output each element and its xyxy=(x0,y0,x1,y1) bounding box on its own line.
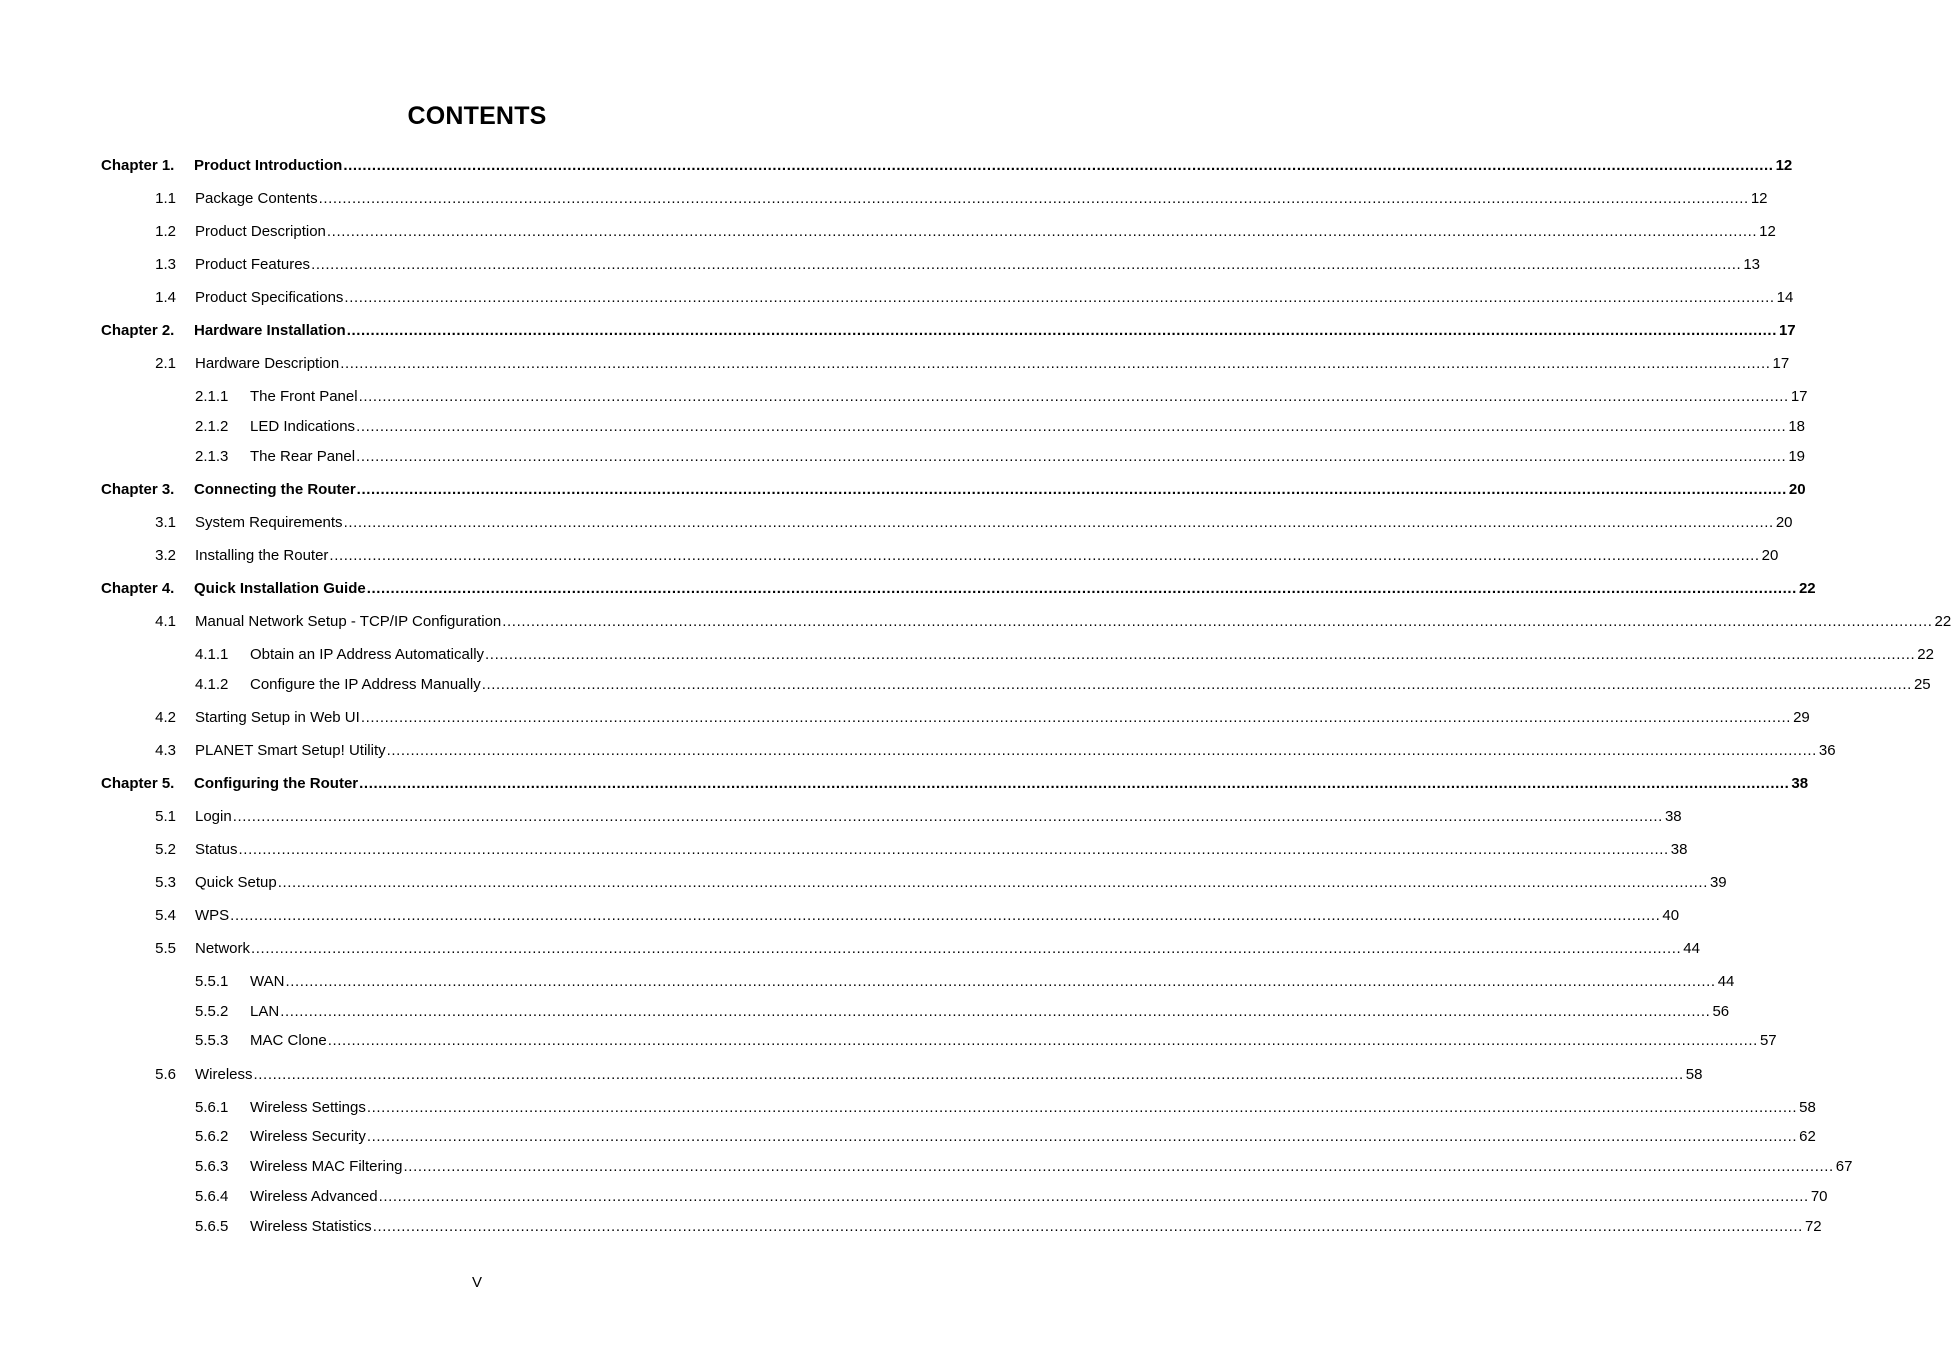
toc-entry-number: Chapter 3. xyxy=(101,481,175,498)
toc-dot-leader: ............................................................................................................................................................................................................................................................................................................ xyxy=(251,940,1682,957)
toc-entry-label: Package Contents xyxy=(195,190,318,207)
toc-dot-leader: ............................................................................................................................................................................................................................................................................................................ xyxy=(386,742,1817,759)
toc-entry-number: 1.3 xyxy=(155,256,176,273)
toc-entry-subsection[interactable] xyxy=(195,1128,1816,1146)
toc-entry-page: 18 xyxy=(1788,418,1805,435)
toc-entry-section[interactable] xyxy=(140,1066,1703,1084)
toc-entry-number: 5.6.4 xyxy=(195,1188,229,1205)
toc-entry-page: 36 xyxy=(1818,742,1836,759)
toc-entry-number: 4.1 xyxy=(155,613,176,630)
toc-entry-number: 2.1.1 xyxy=(195,388,229,405)
toc-dot-leader: ............................................................................................................................................................................................................................................................................................................ xyxy=(502,613,1933,630)
toc-entry-section[interactable] xyxy=(140,256,1760,274)
toc-entry-label: The Front Panel xyxy=(250,388,358,405)
toc-entry-label: Hardware Description xyxy=(195,355,340,372)
toc-entry-section[interactable] xyxy=(140,709,1810,727)
toc-entry-label: Configure the IP Address Manually xyxy=(250,676,481,693)
toc-entry-section[interactable] xyxy=(140,547,1779,565)
toc-entry-page: 67 xyxy=(1835,1158,1853,1175)
toc-entry-label: Connecting the Router xyxy=(194,481,356,498)
toc-entry-label: Wireless Statistics xyxy=(250,1218,372,1235)
toc-entry-label: Login xyxy=(195,808,232,825)
toc-entry-label: Configuring the Router xyxy=(194,775,359,792)
toc-entry-page: 17 xyxy=(1772,355,1790,372)
toc-dot-leader: ............................................................................................................................................................................................................................................................................................................ xyxy=(366,580,1797,597)
toc-entry-number: 5.6.5 xyxy=(195,1218,229,1235)
toc-dot-leader: ............................................................................................................................................................................................................................................................................................................ xyxy=(356,481,1787,498)
toc-entry-number: 5.6 xyxy=(155,1066,176,1083)
toc-entry-number: 5.4 xyxy=(155,907,176,924)
toc-entry-label: Network xyxy=(195,940,251,957)
toc-entry-page: 38 xyxy=(1670,841,1688,858)
toc-entry-page: 22 xyxy=(1934,613,1951,630)
toc-dot-leader: ............................................................................................................................................................................................................................................................................................................ xyxy=(340,355,1771,372)
toc-entry-subsection[interactable] xyxy=(195,1032,1777,1050)
toc-entry-number: Chapter 2. xyxy=(101,322,175,339)
toc-entry-number: 3.2 xyxy=(155,547,176,564)
toc-dot-leader: ............................................................................................................................................................................................................................................................................................................ xyxy=(318,190,1749,207)
toc-entry-number: 4.3 xyxy=(155,742,176,759)
toc-entry-label: System Requirements xyxy=(195,514,343,531)
toc-dot-leader: ............................................................................................................................................................................................................................................................................................................ xyxy=(356,448,1787,465)
toc-dot-leader: ............................................................................................................................................................................................................................................................................................................ xyxy=(285,973,1716,990)
toc-dot-leader: ............................................................................................................................................................................................................................................................................................................ xyxy=(327,1032,1758,1049)
toc-entry-label: MAC Clone xyxy=(250,1032,327,1049)
toc-dot-leader: ............................................................................................................................................................................................................................................................................................................ xyxy=(356,418,1787,435)
toc-dot-leader: ............................................................................................................................................................................................................................................................................................................ xyxy=(346,322,1777,339)
toc-entry-page: 70 xyxy=(1810,1188,1828,1205)
toc-entry-subsection[interactable] xyxy=(195,676,1931,694)
toc-entry-page: 39 xyxy=(1709,874,1727,891)
toc-dot-leader: ............................................................................................................................................................................................................................................................................................................ xyxy=(326,223,1758,240)
toc-entry-page: 13 xyxy=(1743,256,1760,273)
toc-entry-label: Wireless MAC Filtering xyxy=(250,1158,403,1175)
toc-entry-label: Manual Network Setup - TCP/IP Configuration xyxy=(195,613,502,630)
toc-entry-subsection[interactable] xyxy=(195,1003,1730,1021)
toc-entry-subsection[interactable] xyxy=(195,1158,1853,1176)
toc-entry-label: Installing the Router xyxy=(195,547,329,564)
toc-entry-chapter[interactable] xyxy=(101,322,1796,340)
toc-entry-number: 5.6.3 xyxy=(195,1158,229,1175)
toc-entry-label: Wireless Advanced xyxy=(250,1188,378,1205)
toc-entry-label: LED Indications xyxy=(250,418,356,435)
toc-entry-number: 2.1.2 xyxy=(195,418,229,435)
toc-entry-subsection[interactable] xyxy=(195,973,1735,991)
toc-entry-page: 44 xyxy=(1683,940,1700,957)
toc-entry-number: Chapter 5. xyxy=(101,775,175,792)
toc-entry-section[interactable] xyxy=(140,190,1768,208)
toc-entry-number: 1.1 xyxy=(155,190,176,207)
toc-entry-page: 57 xyxy=(1759,1032,1777,1049)
toc-entry-number: 5.1 xyxy=(155,808,176,825)
toc-entry-page: 20 xyxy=(1761,547,1779,564)
toc-entry-chapter[interactable] xyxy=(101,775,1809,793)
toc-entry-page: 58 xyxy=(1799,1099,1816,1116)
toc-entry-subsection[interactable] xyxy=(195,388,1808,406)
toc-entry-subsection[interactable] xyxy=(195,646,1934,664)
toc-entry-label: Product Features xyxy=(195,256,311,273)
page-number: V xyxy=(471,1274,482,1291)
toc-entry-label: Wireless Settings xyxy=(250,1099,366,1116)
toc-entry-number: 5.5.3 xyxy=(195,1032,229,1049)
toc-dot-leader: ............................................................................................................................................................................................................................................................................................................ xyxy=(343,514,1774,531)
toc-entry-section[interactable] xyxy=(140,742,1836,760)
toc-entry-label: Product Specifications xyxy=(195,289,344,306)
toc-entry-section[interactable] xyxy=(140,841,1688,859)
toc-entry-label: LAN xyxy=(250,1003,280,1020)
toc-dot-leader: ............................................................................................................................................................................................................................................................................................................ xyxy=(329,547,1760,564)
toc-entry-page: 20 xyxy=(1775,514,1793,531)
toc-entry-page: 62 xyxy=(1799,1128,1816,1145)
toc-entry-number: 4.2 xyxy=(155,709,176,726)
toc-dot-leader: ............................................................................................................................................................................................................................................................................................................ xyxy=(230,907,1661,924)
toc-dot-leader: ............................................................................................................................................................................................................................................................................................................ xyxy=(360,709,1792,726)
toc-entry-page: 44 xyxy=(1717,973,1735,990)
toc-entry-number: 4.1.2 xyxy=(195,676,229,693)
toc-entry-page: 20 xyxy=(1788,481,1806,498)
toc-dot-leader: ............................................................................................................................................................................................................................................................................................................ xyxy=(485,646,1916,663)
toc-entry-subsection[interactable] xyxy=(195,1099,1816,1117)
toc-dot-leader: ............................................................................................................................................................................................................................................................................................................ xyxy=(481,676,1912,693)
toc-entry-page: 12 xyxy=(1750,190,1768,207)
toc-entry-label: Wireless xyxy=(195,1066,253,1083)
toc-entry-label: WPS xyxy=(195,907,230,924)
toc-entry-number: 5.6.1 xyxy=(195,1099,229,1116)
toc-entry-page: 58 xyxy=(1685,1066,1703,1083)
toc-entry-label: Status xyxy=(195,841,238,858)
toc-dot-leader: ............................................................................................................................................................................................................................................................................................................ xyxy=(372,1218,1803,1235)
toc-entry-page: 56 xyxy=(1712,1003,1730,1020)
toc-entry-page: 17 xyxy=(1790,388,1808,405)
toc-entry-page: 38 xyxy=(1791,775,1809,792)
toc-entry-number: 5.5 xyxy=(155,940,176,957)
toc-entry-page: 12 xyxy=(1759,223,1776,240)
toc-entry-label: Obtain an IP Address Automatically xyxy=(250,646,485,663)
toc-entry-number: 1.2 xyxy=(155,223,176,240)
toc-entry-section[interactable] xyxy=(140,907,1680,925)
toc-entry-page: 22 xyxy=(1798,580,1816,597)
toc-entry-number: Chapter 1. xyxy=(101,157,175,174)
toc-entry-number: 5.3 xyxy=(155,874,176,891)
toc-entry-number: 5.6.2 xyxy=(195,1128,229,1145)
toc-entry-page: 14 xyxy=(1776,289,1794,306)
toc-dot-leader: ............................................................................................................................................................................................................................................................................................................ xyxy=(277,874,1708,891)
toc-entry-label: PLANET Smart Setup! Utility xyxy=(195,742,386,759)
toc-entry-section[interactable] xyxy=(140,808,1682,826)
toc-entry-label: Wireless Security xyxy=(250,1128,366,1145)
toc-entry-section[interactable] xyxy=(140,874,1727,892)
toc-entry-section[interactable] xyxy=(140,289,1794,307)
toc-dot-leader: ............................................................................................................................................................................................................................................................................................................ xyxy=(366,1099,1798,1116)
toc-dot-leader: ............................................................................................................................................................................................................................................................................................................ xyxy=(343,157,1774,174)
toc-entry-chapter[interactable] xyxy=(101,580,1816,598)
toc-entry-subsection[interactable] xyxy=(195,1218,1822,1236)
toc-entry-page: 25 xyxy=(1913,676,1931,693)
toc-entry-number: 5.5.2 xyxy=(195,1003,229,1020)
toc-dot-leader: ............................................................................................................................................................................................................................................................................................................ xyxy=(232,808,1663,825)
toc-entry-number: 3.1 xyxy=(155,514,176,531)
toc-entry-label: Product Description xyxy=(195,223,326,240)
toc-entry-number: 2.1.3 xyxy=(195,448,229,465)
toc-entry-subsection[interactable] xyxy=(195,418,1805,436)
toc-entry-chapter[interactable] xyxy=(101,157,1793,175)
toc-dot-leader: ............................................................................................................................................................................................................................................................................................................ xyxy=(238,841,1669,858)
toc-entry-label: Hardware Installation xyxy=(194,322,346,339)
toc-entry-page: 17 xyxy=(1778,322,1796,339)
toc-title: CONTENTS xyxy=(407,102,547,130)
toc-entry-page: 19 xyxy=(1788,448,1805,465)
toc-entry-label: The Rear Panel xyxy=(250,448,356,465)
toc-entry-label: Starting Setup in Web UI xyxy=(195,709,360,726)
toc-dot-leader: ............................................................................................................................................................................................................................................................................................................ xyxy=(311,256,1742,273)
toc-entry-label: Product Introduction xyxy=(194,157,343,174)
toc-dot-leader: ............................................................................................................................................................................................................................................................................................................ xyxy=(358,388,1789,405)
toc-entry-section[interactable] xyxy=(140,355,1790,373)
toc-entry-page: 40 xyxy=(1662,907,1680,924)
toc-entry-number: 2.1 xyxy=(155,355,176,372)
toc-entry-section[interactable] xyxy=(140,223,1776,241)
toc-entry-label: Quick Setup xyxy=(195,874,277,891)
toc-entry-chapter[interactable] xyxy=(101,481,1806,499)
toc-entry-page: 12 xyxy=(1775,157,1793,174)
toc-dot-leader: ............................................................................................................................................................................................................................................................................................................ xyxy=(359,775,1790,792)
toc-entry-number: 5.2 xyxy=(155,841,176,858)
toc-entry-label: WAN xyxy=(250,973,285,990)
toc-entry-section[interactable] xyxy=(140,940,1700,958)
toc-entry-number: 5.5.1 xyxy=(195,973,229,990)
toc-dot-leader: ............................................................................................................................................................................................................................................................................................................ xyxy=(366,1128,1798,1145)
toc-entry-page: 38 xyxy=(1664,808,1682,825)
toc-entry-number: 1.4 xyxy=(155,289,176,306)
toc-entry-section[interactable] xyxy=(140,514,1793,532)
toc-dot-leader: ............................................................................................................................................................................................................................................................................................................ xyxy=(280,1003,1711,1020)
toc-dot-leader: ............................................................................................................................................................................................................................................................................................................ xyxy=(403,1158,1834,1175)
toc-entry-number: Chapter 4. xyxy=(101,580,175,597)
toc-entry-page: 22 xyxy=(1917,646,1934,663)
toc-dot-leader: ............................................................................................................................................................................................................................................................................................................ xyxy=(253,1066,1684,1083)
toc-entry-page: 29 xyxy=(1793,709,1810,726)
toc-entry-number: 4.1.1 xyxy=(195,646,229,663)
toc-entry-section[interactable] xyxy=(140,613,1951,631)
toc-entry-label: Quick Installation Guide xyxy=(194,580,366,597)
toc-dot-leader: ............................................................................................................................................................................................................................................................................................................ xyxy=(378,1188,1809,1205)
toc-entry-page: 72 xyxy=(1804,1218,1822,1235)
toc-dot-leader: ............................................................................................................................................................................................................................................................................................................ xyxy=(344,289,1775,306)
toc-entry-subsection[interactable] xyxy=(195,1188,1828,1206)
toc-entry-subsection[interactable] xyxy=(195,448,1805,466)
